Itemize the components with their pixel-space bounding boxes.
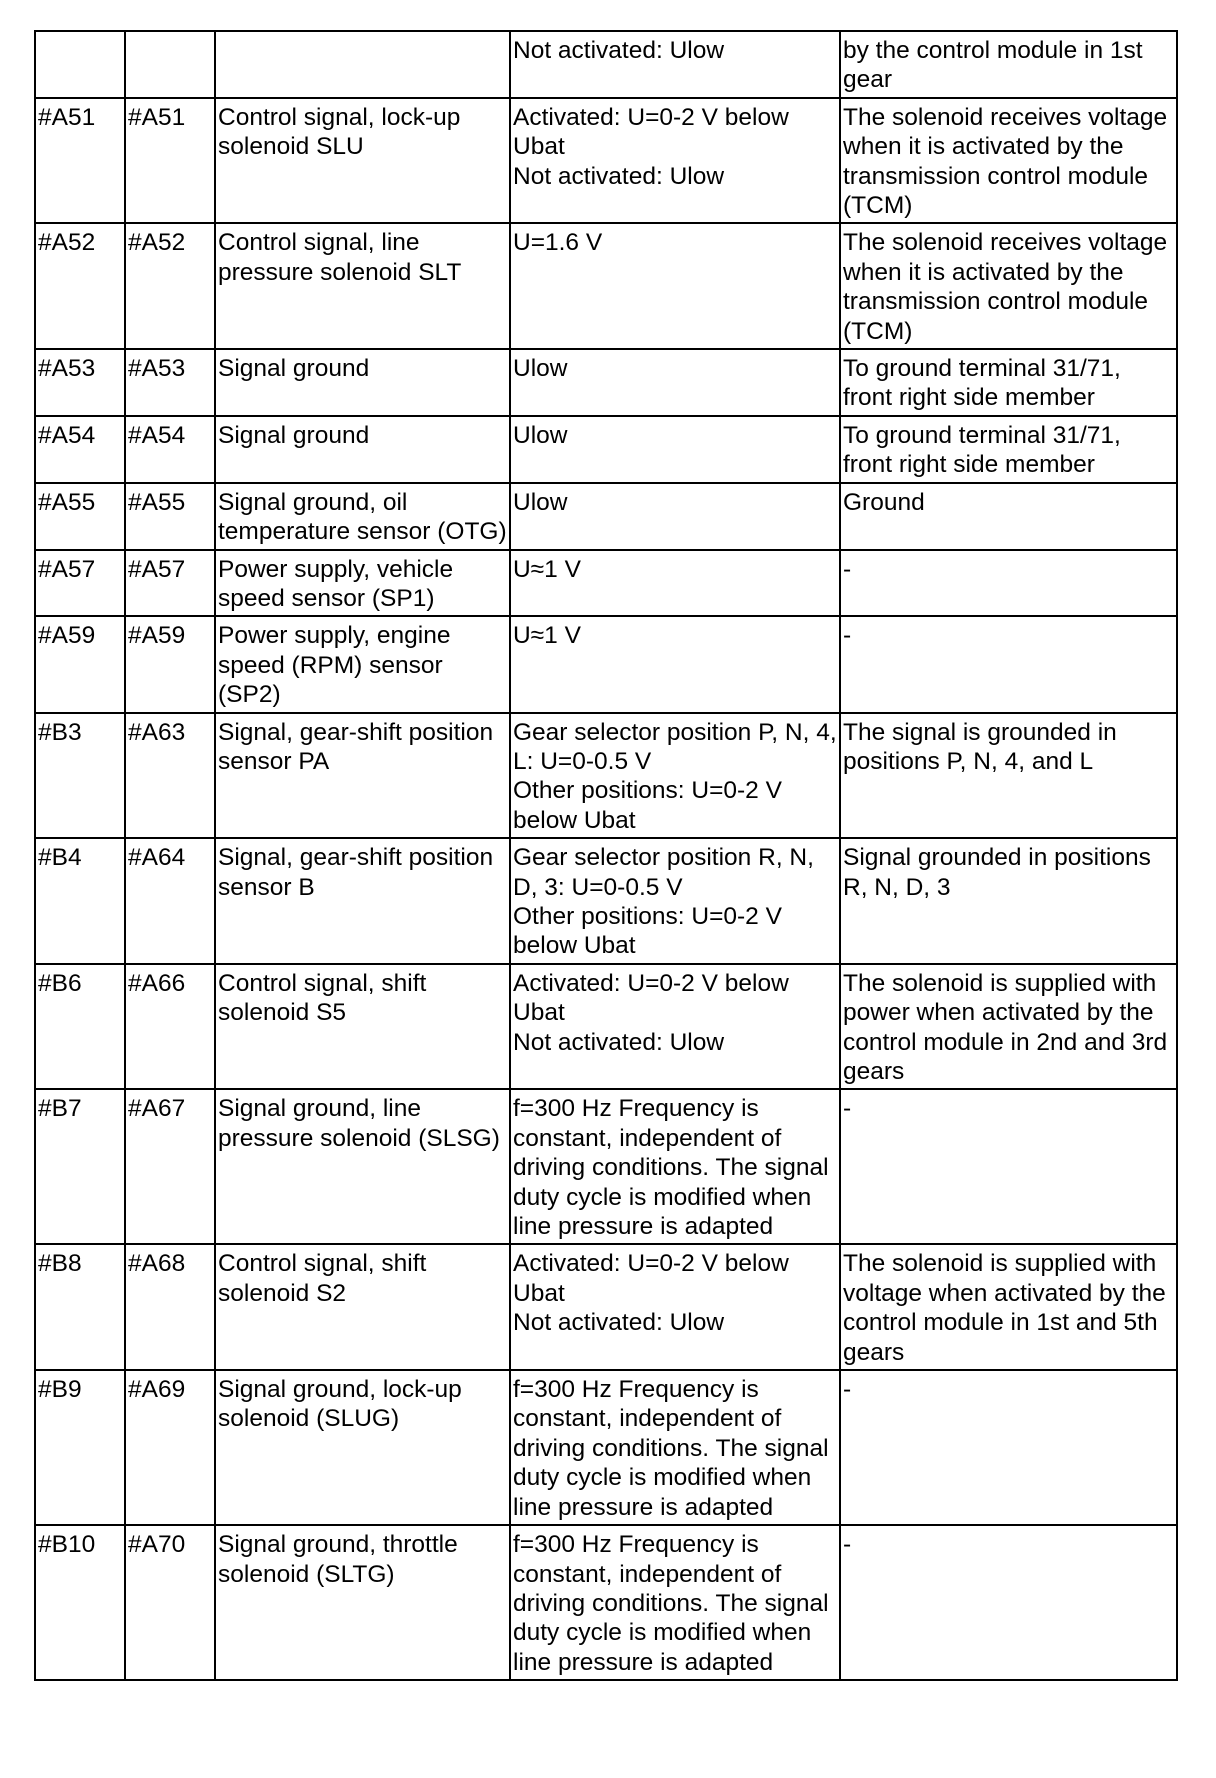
- description-cell: Control signal, shift solenoid S5: [215, 964, 510, 1090]
- pin-b-cell: #A52: [125, 223, 215, 349]
- remark-cell: -: [840, 1370, 1177, 1525]
- value-cell: f=300 Hz Frequency is constant, independent of driving conditions. The signal duty cycle is modified when line pressure is adapted: [510, 1525, 840, 1680]
- pin-b-cell: #A66: [125, 964, 215, 1090]
- table-row: [35, 1089, 1177, 1244]
- pin-a-cell: #B10: [35, 1525, 125, 1680]
- remark-cell: Signal grounded in positions R, N, D, 3: [840, 838, 1177, 964]
- remark-cell: The solenoid receives voltage when it is activated by the transmission control module (TCM): [840, 98, 1177, 224]
- pin-a-cell: #B8: [35, 1244, 125, 1370]
- value-cell: U≈1 V: [510, 616, 840, 712]
- table-row: [35, 223, 1177, 349]
- pin-b-cell: #A70: [125, 1525, 215, 1680]
- value-cell: Activated: U=0-2 V below Ubat Not activated: Ulow: [510, 1244, 840, 1370]
- pin-b-cell: #A69: [125, 1370, 215, 1525]
- remark-cell: The signal is grounded in positions P, N, 4, and L: [840, 713, 1177, 839]
- pin-a-cell: #A53: [35, 349, 125, 416]
- value-cell: Activated: U=0-2 V below Ubat Not activated: Ulow: [510, 98, 840, 224]
- table-row: [35, 1244, 1177, 1370]
- pin-b-cell: #A57: [125, 550, 215, 617]
- remark-cell: -: [840, 616, 1177, 712]
- description-cell: Signal ground: [215, 349, 510, 416]
- pin-b-cell: #A51: [125, 98, 215, 224]
- pin-table-body: [35, 31, 1177, 1680]
- description-cell: Control signal, lock-up solenoid SLU: [215, 98, 510, 224]
- pin-a-cell: #B6: [35, 964, 125, 1090]
- table-row: [35, 713, 1177, 839]
- description-cell: Control signal, line pressure solenoid SLT: [215, 223, 510, 349]
- description-cell: Signal ground, line pressure solenoid (SLSG): [215, 1089, 510, 1244]
- table-row: [35, 550, 1177, 617]
- table-row: [35, 98, 1177, 224]
- pin-a-cell: #A52: [35, 223, 125, 349]
- description-cell: Control signal, shift solenoid S2: [215, 1244, 510, 1370]
- table-row: [35, 416, 1177, 483]
- value-cell: Gear selector position R, N, D, 3: U=0-0.5 V Other positions: U=0-2 V below Ubat: [510, 838, 840, 964]
- value-cell: Not activated: Ulow: [510, 31, 840, 98]
- pin-a-cell: #A51: [35, 98, 125, 224]
- table-row: [35, 1370, 1177, 1525]
- pin-b-cell: #A55: [125, 483, 215, 550]
- value-cell: Ulow: [510, 416, 840, 483]
- pin-a-cell: #B7: [35, 1089, 125, 1244]
- pin-table: [34, 30, 1178, 1681]
- description-cell: Signal ground, lock-up solenoid (SLUG): [215, 1370, 510, 1525]
- pin-a-cell: #A55: [35, 483, 125, 550]
- description-cell: Signal, gear-shift position sensor PA: [215, 713, 510, 839]
- description-cell: Signal ground: [215, 416, 510, 483]
- table-row: [35, 31, 1177, 98]
- pin-a-cell: #A57: [35, 550, 125, 617]
- description-cell: Signal ground, oil temperature sensor (OTG): [215, 483, 510, 550]
- pin-b-cell: #A59: [125, 616, 215, 712]
- remark-cell: Ground: [840, 483, 1177, 550]
- pin-a-cell: #A59: [35, 616, 125, 712]
- pin-b-cell: #A53: [125, 349, 215, 416]
- value-cell: Gear selector position P, N, 4, L: U=0-0.5 V Other positions: U=0-2 V below Ubat: [510, 713, 840, 839]
- description-cell: Power supply, engine speed (RPM) sensor (SP2): [215, 616, 510, 712]
- description-cell: Signal, gear-shift position sensor B: [215, 838, 510, 964]
- value-cell: Ulow: [510, 483, 840, 550]
- pin-a-cell: [35, 31, 125, 98]
- description-cell: [215, 31, 510, 98]
- value-cell: f=300 Hz Frequency is constant, independent of driving conditions. The signal duty cycle is modified when line pressure is adapted: [510, 1370, 840, 1525]
- value-cell: U≈1 V: [510, 550, 840, 617]
- table-row: [35, 1525, 1177, 1680]
- pin-b-cell: #A54: [125, 416, 215, 483]
- pin-b-cell: [125, 31, 215, 98]
- value-cell: Ulow: [510, 349, 840, 416]
- value-cell: U=1.6 V: [510, 223, 840, 349]
- table-row: [35, 616, 1177, 712]
- pin-b-cell: #A64: [125, 838, 215, 964]
- pin-a-cell: #B9: [35, 1370, 125, 1525]
- value-cell: Activated: U=0-2 V below Ubat Not activated: Ulow: [510, 964, 840, 1090]
- remark-cell: The solenoid receives voltage when it is activated by the transmission control module (TCM): [840, 223, 1177, 349]
- remark-cell: To ground terminal 31/71, front right side member: [840, 349, 1177, 416]
- remark-cell: -: [840, 1525, 1177, 1680]
- remark-cell: -: [840, 550, 1177, 617]
- pin-a-cell: #B3: [35, 713, 125, 839]
- pin-a-cell: #B4: [35, 838, 125, 964]
- pin-a-cell: #A54: [35, 416, 125, 483]
- description-cell: Power supply, vehicle speed sensor (SP1): [215, 550, 510, 617]
- table-row: [35, 483, 1177, 550]
- value-cell: f=300 Hz Frequency is constant, independent of driving conditions. The signal duty cycle is modified when line pressure is adapted: [510, 1089, 840, 1244]
- remark-cell: The solenoid is supplied with power when activated by the control module in 2nd and 3rd gears: [840, 964, 1177, 1090]
- remark-cell: The solenoid is supplied with voltage when activated by the control module in 1st and 5th gears: [840, 1244, 1177, 1370]
- pin-b-cell: #A68: [125, 1244, 215, 1370]
- remark-cell: To ground terminal 31/71, front right side member: [840, 416, 1177, 483]
- table-row: [35, 349, 1177, 416]
- pin-b-cell: #A63: [125, 713, 215, 839]
- remark-cell: -: [840, 1089, 1177, 1244]
- description-cell: Signal ground, throttle solenoid (SLTG): [215, 1525, 510, 1680]
- remark-cell: by the control module in 1st gear: [840, 31, 1177, 98]
- pin-b-cell: #A67: [125, 1089, 215, 1244]
- table-row: [35, 964, 1177, 1090]
- table-row: [35, 838, 1177, 964]
